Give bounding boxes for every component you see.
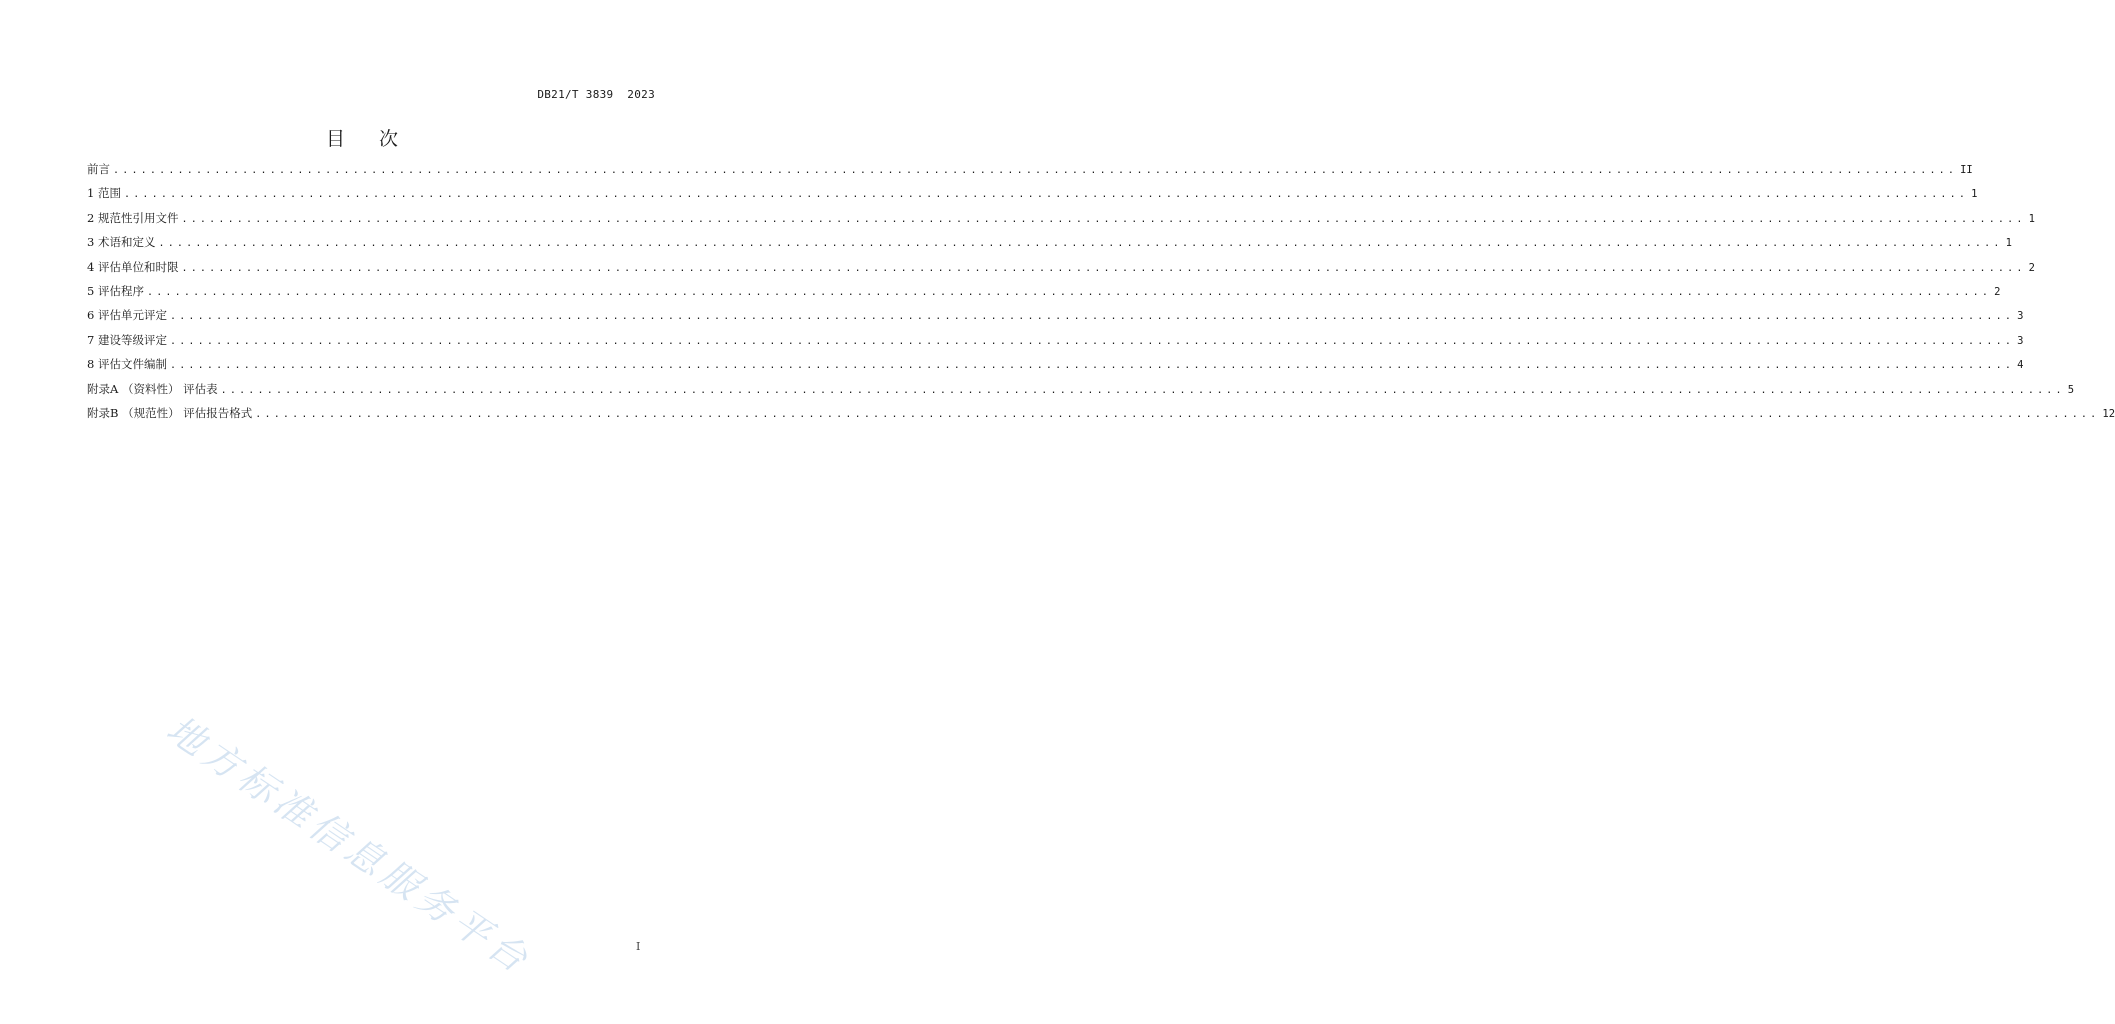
toc-entry-document-preparation[interactable] <box>87 355 2024 379</box>
toc-entry-assessment-procedure[interactable] <box>87 282 2001 306</box>
leader-dots: ........................................................................................................................................................................................................ <box>169 335 2015 347</box>
toc-entry-label: 3 术语和定义 <box>87 235 156 250</box>
leader-dots: ........................................................................................................................................................................................................ <box>255 408 2100 420</box>
toc-entry-scope[interactable] <box>87 184 1978 208</box>
toc-entry-page: 12 <box>2102 407 2115 420</box>
toc-entry-label: 4 评估单位和时限 <box>87 259 179 274</box>
toc-entry-terms-definitions[interactable] <box>87 233 2012 257</box>
toc-heading: 目次 <box>325 128 432 150</box>
table-of-contents <box>87 160 2115 428</box>
leader-dots: ........................................................................................................................................................................................................ <box>146 286 1992 298</box>
toc-entry-page: 3 <box>2017 334 2024 347</box>
toc-entry-page: 3 <box>2017 310 2024 323</box>
leader-dots: ........................................................................................................................................................................................................ <box>113 165 1958 176</box>
toc-entry-appendix-a[interactable] <box>87 380 2075 404</box>
toc-entry-page: 1 <box>2005 237 2012 250</box>
page-number: I <box>636 940 641 953</box>
standard-number: DB21/T 3839 2023 <box>537 88 655 101</box>
toc-entry-label: 5 评估程序 <box>87 283 144 298</box>
toc-entry-page: 4 <box>2017 359 2024 372</box>
toc-entry-assessment-unit-time-limit[interactable] <box>87 258 2035 282</box>
toc-entry-label: 1 范围 <box>87 186 121 201</box>
toc-entry-page: 2 <box>1994 285 2001 298</box>
leader-dots: ........................................................................................................................................................................................................ <box>220 384 2065 396</box>
toc-entry-page: 5 <box>2067 383 2075 396</box>
toc-entry-label: 附录A （资料性） 评估表 <box>87 381 218 396</box>
leader-dots: ........................................................................................................................................................................................................ <box>169 311 2015 323</box>
toc-entry-label: 2 规范性引用文件 <box>87 210 179 225</box>
toc-entry-label: 6 评估单元评定 <box>87 308 167 323</box>
toc-entry-page: II <box>1960 164 1973 176</box>
leader-dots: ........................................................................................................................................................................................................ <box>181 262 2026 274</box>
toc-entry-label: 附录B （规范性） 评估报告格式 <box>87 405 253 420</box>
leader-dots: ........................................................................................................................................................................................................ <box>181 213 2026 225</box>
toc-entry-page: 1 <box>2028 212 2035 225</box>
toc-entry-foreword[interactable] <box>87 160 1973 184</box>
leader-dots: ........................................................................................................................................................................................................ <box>158 238 2003 250</box>
toc-entry-unit-rating[interactable] <box>87 306 2024 330</box>
toc-entry-page: 1 <box>1971 188 1978 201</box>
toc-entry-label: 前言 <box>87 162 110 176</box>
toc-entry-normative-references[interactable] <box>87 209 2035 233</box>
toc-entry-construction-grade-rating[interactable] <box>87 331 2024 355</box>
leader-dots: ........................................................................................................................................................................................................ <box>169 360 2015 372</box>
toc-entry-label: 8 评估文件编制 <box>87 357 167 372</box>
watermark-text: 地方标准信息服务平台 <box>158 707 540 984</box>
leader-dots: ........................................................................................................................................................................................................ <box>123 189 1969 201</box>
toc-entry-label: 7 建设等级评定 <box>87 332 167 347</box>
toc-entry-appendix-b[interactable] <box>87 404 2115 428</box>
toc-entry-page: 2 <box>2028 261 2035 274</box>
